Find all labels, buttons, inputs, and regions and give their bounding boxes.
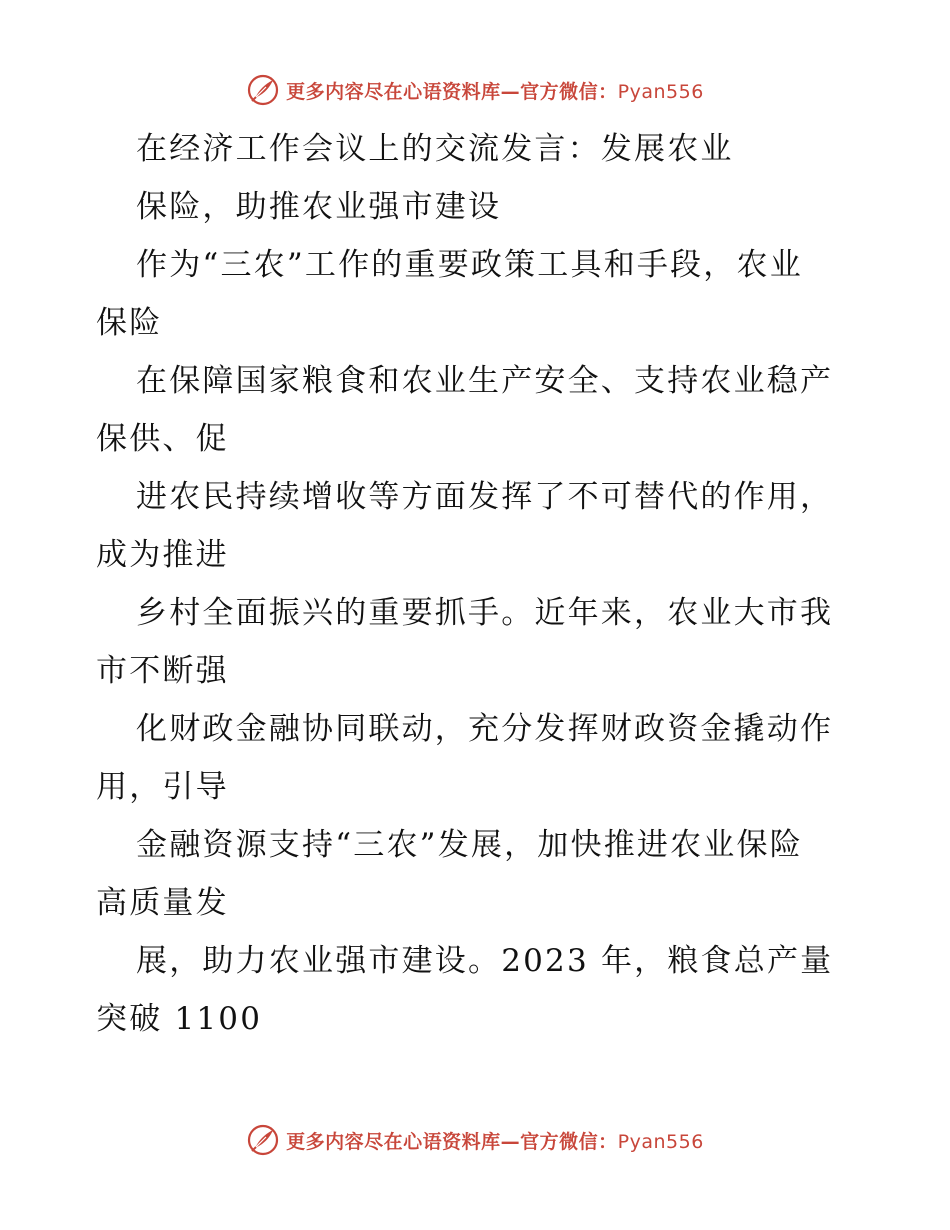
footer-banner-wechat-id: Pyan556 [617,1130,704,1153]
footer-banner-cn: 更多内容尽在心语资料库—官方微信： [286,1130,618,1153]
text-line: 成为推进 [96,537,229,573]
text-line: 保供、促 [96,421,229,457]
header-banner-text [286,77,704,104]
footer-banner [0,1120,950,1160]
text-line: 进农民持续增收等方面发挥了不可替代的作用， [136,479,834,515]
text-line: 市不断强 [96,653,229,689]
footer-banner-text [286,1127,704,1154]
header-banner [0,70,950,110]
document-body [96,120,856,1048]
text-line: 在保障国家粮食和农业生产安全、支持农业稳产 [136,363,834,399]
text-line: 保险 [96,305,163,341]
text-line: 金融资源支持“三农”发展，加快推进农业保险 [136,827,803,863]
text-line: 用，引导 [96,769,229,805]
text-line: 高质量发 [96,885,229,921]
header-banner-wechat-id: Pyan556 [617,80,704,103]
text-line: 乡村全面振兴的重要抓手。近年来，农业大市我 [136,595,834,631]
text-line: 展，助力农业强市建设。2023 年，粮食总产量 [136,943,834,979]
feather-quill-logo-icon [246,1123,280,1157]
feather-quill-logo-icon [246,73,280,107]
text-line: 保险，助推农业强市建设 [136,189,502,225]
text-line: 在经济工作会议上的交流发言：发展农业 [136,131,734,167]
text-line: 作为“三农”工作的重要政策工具和手段，农业 [136,247,803,283]
header-banner-cn: 更多内容尽在心语资料库—官方微信： [286,80,618,103]
text-line: 化财政金融协同联动，充分发挥财政资金撬动作 [136,711,834,747]
text-line: 突破 1100 [96,1001,263,1037]
